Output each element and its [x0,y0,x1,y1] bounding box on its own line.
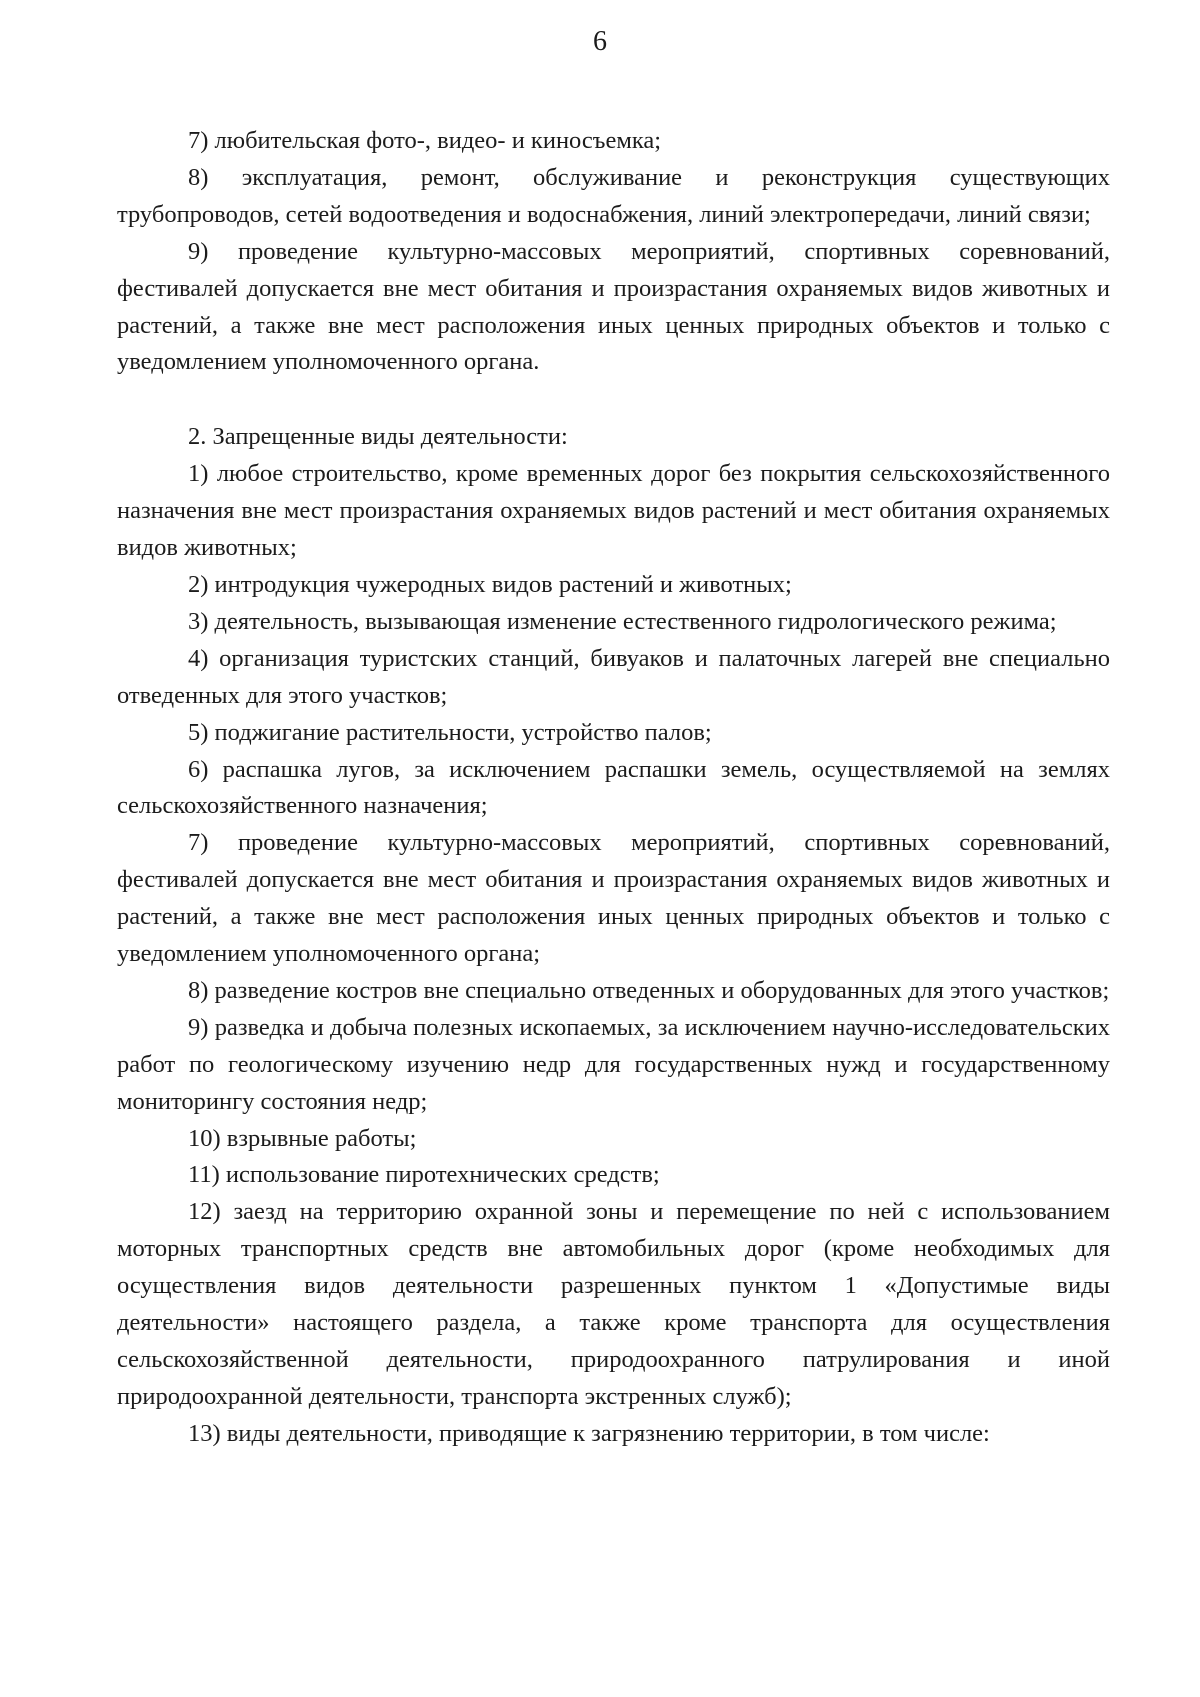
list-item: 6) распашка лугов, за исключением распашки земель, осуществляемой на землях сельскохозяйственного назначения; [117,755,1110,820]
list-item: 11) использование пиротехнических средств; [188,1161,660,1189]
list-item: 9) разведка и добыча полезных ископаемых, за исключением научно-исследовательских работ по геологическому изучению недр для государственных нужд и государственному мониторингу состояния недр; [117,1013,1110,1115]
list-item: 7) проведение культурно-массовых мероприятий, спортивных соревнований, фестивалей допускается вне мест обитания и произрастания охраняемых видов животных и растений, а также вне мест расположения иных ценных природных объектов и только с уведомлением уполномоченного органа; [117,829,1110,968]
page-number: 6 [593,26,607,57]
list-item: 13) виды деятельности, приводящие к загрязнению территории, в том числе: [188,1419,990,1447]
list-item: 10) взрывные работы; [188,1124,417,1152]
list-item: 4) организация туристских станций, бивуаков и палаточных лагерей вне специально отведенных для этого участков; [117,644,1110,709]
section-heading: 2. Запрещенные виды деятельности: [188,423,568,451]
list-item: 8) разведение костров вне специально отведенных и оборудованных для этого участков; [188,976,1110,1004]
list-item: 12) заезд на территорию охранной зоны и перемещение по ней с использованием моторных транспортных средств вне автомобильных дорог (кроме необходимых для осуществления видов деятельности разрешенных пунктом 1 «Допустимые виды деятельности» настоящего раздела, а также кроме транспорта для осуществления сельскохозяйственной деятельности, природоохранного патрулирования и иной природоохранной деятельности, транспорта экстренных служб); [117,1198,1110,1410]
section-spacer [117,381,1110,419]
list-item: 7) любительская фото-, видео- и киносъемка; [188,127,662,154]
list-item: 9) проведение культурно-массовых мероприятий, спортивных соревнований, фестивалей допускается вне мест обитания и произрастания охраняемых видов животных и растений, а также вне мест расположения иных ценных природных объектов и только с уведомлением уполномоченного органа. [117,237,1110,376]
list-item: 8) эксплуатация, ремонт, обслуживание и реконструкция существующих трубопроводов, сетей водоотведения и водоснабжения, линий электропередачи, линий связи; [117,163,1110,228]
list-item: 2) интродукция чужеродных видов растений и животных; [188,570,792,598]
list-item: 5) поджигание растительности, устройство палов; [188,718,712,746]
document-body [117,123,1110,1453]
list-item: 3) деятельность, вызывающая изменение естественного гидрологического режима; [188,607,1057,635]
list-item: 1) любое строительство, кроме временных дорог без покрытия сельскохозяйственного назначения вне мест произрастания охраняемых видов растений и мест обитания охраняемых видов животных; [117,460,1110,562]
